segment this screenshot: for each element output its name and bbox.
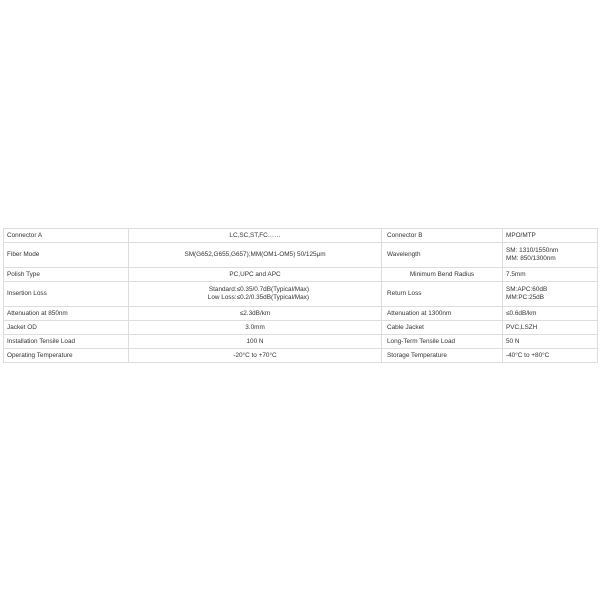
spec-value-line: ≤2.3dB/km bbox=[239, 309, 271, 317]
spec-value-line: 100 N bbox=[246, 337, 264, 345]
spec-label bbox=[382, 243, 503, 268]
spec-value bbox=[503, 268, 598, 282]
spec-label bbox=[382, 307, 503, 321]
spec-label: Jacket OD bbox=[4, 321, 129, 335]
spec-value bbox=[129, 229, 382, 243]
spec-value-line: MPO/MTP bbox=[506, 231, 536, 239]
spec-label-text: Storage Temperature bbox=[387, 351, 447, 359]
spec-value bbox=[129, 307, 382, 321]
spec-value-line: SM: 1310/1550nm bbox=[506, 247, 559, 254]
spec-value-line: 7.5mm bbox=[506, 270, 526, 278]
spec-label: Installation Tensile Load bbox=[4, 335, 129, 349]
spec-label-text: Return Loss bbox=[387, 290, 422, 297]
spec-value-line: PVC,LSZH bbox=[506, 323, 538, 331]
spec-value bbox=[129, 282, 382, 307]
spec-value-line: Low Loss:≤0.2/0.35dB(Typical/Max) bbox=[207, 294, 309, 301]
spec-value-line: -20°C to +70°C bbox=[233, 351, 277, 359]
spec-value bbox=[129, 243, 382, 268]
spec-label-text: Wavelength bbox=[387, 251, 421, 258]
spec-value bbox=[503, 243, 598, 268]
table-row bbox=[4, 307, 598, 321]
spec-value bbox=[503, 229, 598, 243]
spec-value-line: LC,SC,ST,FC…… bbox=[229, 231, 281, 239]
spec-label: Insertion Loss bbox=[4, 282, 129, 307]
table-row bbox=[4, 268, 598, 282]
spec-value bbox=[129, 321, 382, 335]
spec-value-line: ≤0.6dB/km bbox=[506, 309, 537, 317]
spec-label bbox=[382, 335, 503, 349]
spec-label: Minimum Bend Radius bbox=[382, 268, 503, 282]
table-row bbox=[4, 321, 598, 335]
spec-value bbox=[129, 268, 382, 282]
table-row bbox=[4, 349, 598, 363]
spec-label-text: Connector B bbox=[387, 231, 423, 239]
spec-value-line: Standard:≤0.35/0.7dB(Typical/Max) bbox=[208, 286, 309, 293]
spec-label: Polish Type bbox=[4, 268, 129, 282]
spec-value bbox=[129, 349, 382, 363]
table-row bbox=[4, 229, 598, 243]
spec-label-text: Cable Jacket bbox=[387, 323, 424, 331]
spec-label: Fiber Mode bbox=[4, 243, 129, 268]
spec-label bbox=[382, 282, 503, 307]
spec-label bbox=[382, 229, 503, 243]
table-row bbox=[4, 243, 598, 268]
table-row bbox=[4, 335, 598, 349]
spec-value bbox=[503, 349, 598, 363]
spec-label: Operating Temperature bbox=[4, 349, 129, 363]
spec-label-text: Attenuation at 1300nm bbox=[387, 309, 452, 317]
table-row bbox=[4, 282, 598, 307]
spec-label bbox=[382, 349, 503, 363]
spec-label: Attenuation at 850nm bbox=[4, 307, 129, 321]
spec-value bbox=[503, 282, 598, 307]
spec-value-line: PC,UPC and APC bbox=[229, 270, 281, 278]
spec-label bbox=[382, 321, 503, 335]
spec-value-line: 3.0mm bbox=[245, 323, 265, 331]
spec-value-line: -40°C to +80°C bbox=[506, 351, 550, 359]
spec-value-line: MM: 850/1300nm bbox=[506, 255, 556, 262]
spec-value bbox=[129, 335, 382, 349]
spec-value-line: 50 N bbox=[506, 337, 520, 345]
spec-value-line: SM:APC:60dB bbox=[506, 286, 548, 293]
spec-label-text: Long-Term Tensile Load bbox=[387, 337, 456, 345]
spec-value-line: SM(G652,G655,G657);MM(OM1-OM5) 50/125μm bbox=[184, 251, 326, 258]
spec-label: Connector A bbox=[4, 229, 129, 243]
spec-value bbox=[503, 321, 598, 335]
spec-value-line: MM:PC:25dB bbox=[506, 294, 545, 301]
spec-table bbox=[3, 228, 598, 363]
spec-value bbox=[503, 335, 598, 349]
spec-value bbox=[503, 307, 598, 321]
